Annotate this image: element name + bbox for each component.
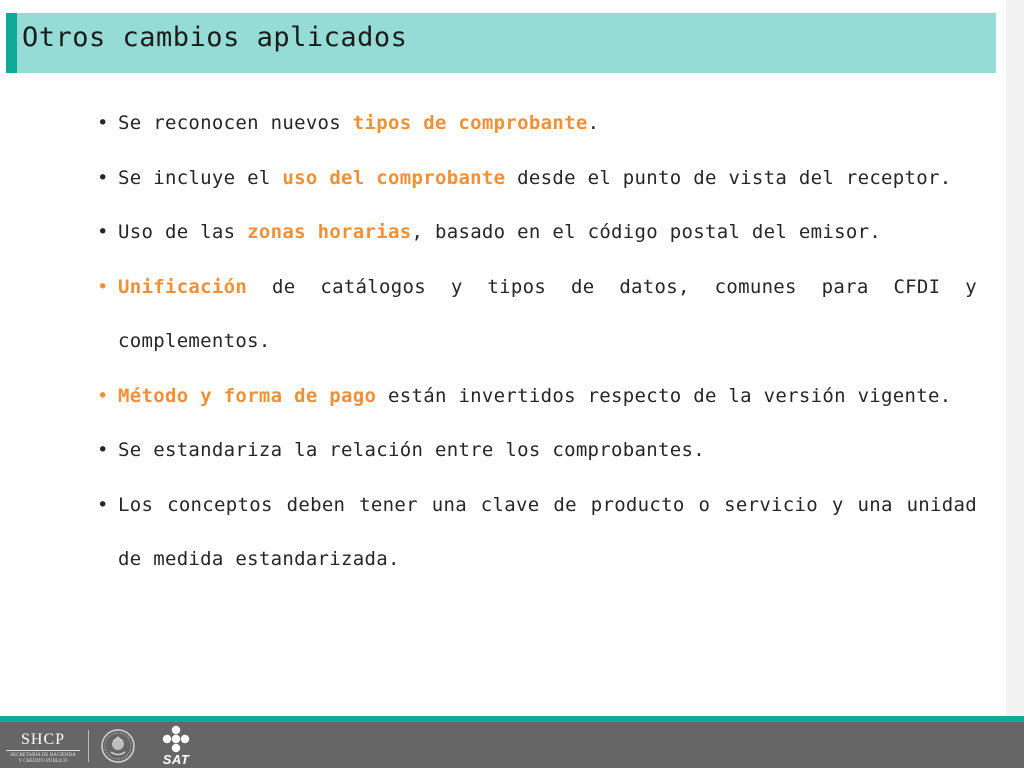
title-accent <box>6 13 17 73</box>
bullet-text: , basado en el código postal del emisor. <box>411 221 882 243</box>
title-bar <box>6 13 996 73</box>
bullet-dot: • <box>97 493 109 516</box>
highlighted-text: Unificación <box>118 275 248 298</box>
highlighted-text: Método y forma de pago <box>118 384 377 407</box>
bullet-text: están invertidos respecto de la versión vigente. <box>376 384 952 407</box>
bullet-dot: • <box>97 221 109 243</box>
footer-separator <box>88 730 89 762</box>
bullet-dot: • <box>97 112 109 134</box>
slide-title: Otros cambios aplicados <box>22 22 408 53</box>
sat-logo-icon <box>162 725 190 753</box>
bullet-text: Uso de las <box>118 221 248 243</box>
bullet-item <box>97 260 977 369</box>
bullet-item <box>97 205 977 260</box>
shcp-logo-subtitle-line1: SECRETARÍA DE HACIENDA <box>10 753 76 758</box>
bullet-dot: • <box>97 166 109 189</box>
bullet-dot: • <box>97 439 109 461</box>
coat-of-arms-seal-icon <box>100 728 136 768</box>
bullet-text: . <box>587 112 600 134</box>
sat-logo-name: SAT <box>162 752 190 767</box>
shcp-logo <box>6 731 80 765</box>
highlighted-text: tipos de comprobante <box>352 112 588 134</box>
bullet-text: Se estandariza la relación entre los comprobantes. <box>118 439 705 461</box>
bullet-item <box>97 151 977 206</box>
footer-bar <box>0 722 1024 768</box>
bullet-item <box>97 369 977 424</box>
bullet-text: Los conceptos deben tener una clave de producto o servicio y una unidad de medida estandarizada. <box>118 493 977 570</box>
bullet-item <box>97 96 977 151</box>
bullet-item <box>97 478 977 587</box>
bullet-dot: • <box>97 275 109 298</box>
shcp-logo-rule <box>6 750 80 751</box>
bullet-text: desde el punto de vista del receptor. <box>505 166 952 189</box>
bullet-item <box>97 423 977 478</box>
shcp-logo-name: SHCP <box>20 731 66 748</box>
bullet-dot: • <box>97 384 109 407</box>
bullet-text: Se incluye el <box>118 166 283 189</box>
highlighted-text: uso del comprobante <box>282 166 506 189</box>
sat-logo <box>152 725 200 766</box>
slide-content <box>97 96 977 587</box>
bullet-text: Se reconocen nuevos <box>118 112 353 134</box>
shcp-logo-subtitle-line2: Y CRÉDITO PÚBLICO <box>18 759 68 764</box>
right-edge-strip <box>1006 0 1024 716</box>
highlighted-text: zonas horarias <box>247 221 412 243</box>
bullet-text: de catálogos y tipos de datos, comunes para CFDI y complementos. <box>118 275 977 352</box>
bullet-list <box>97 96 977 587</box>
